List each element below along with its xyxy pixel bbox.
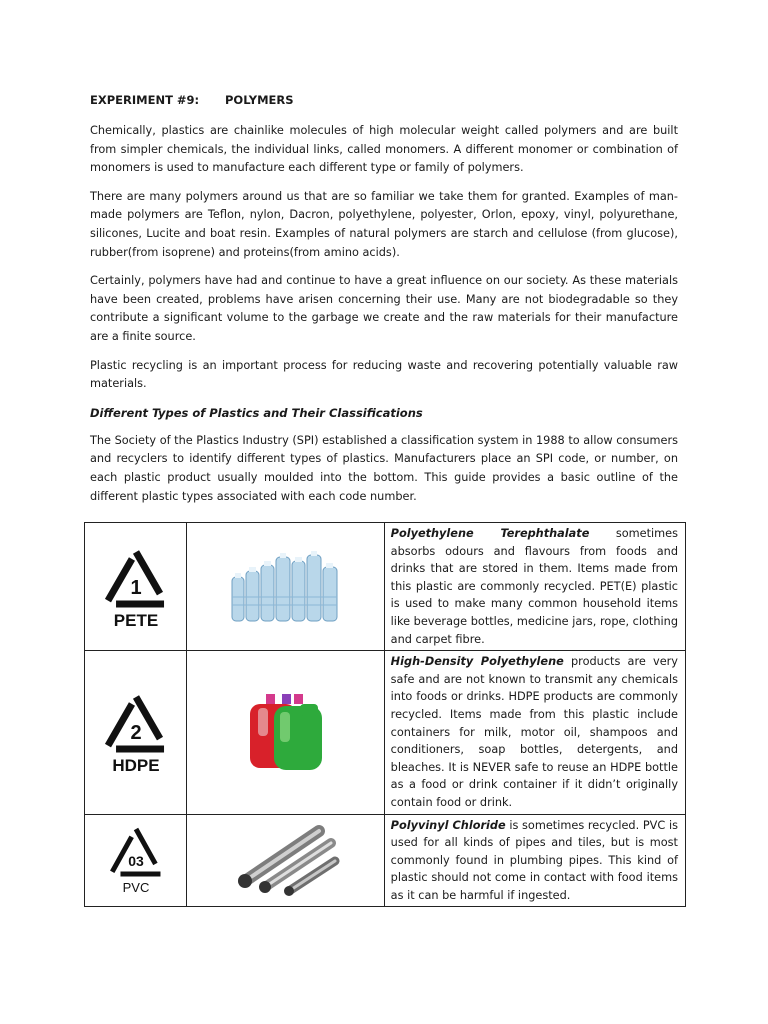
image-cell xyxy=(187,523,384,651)
description-cell xyxy=(384,651,685,814)
svg-text:PVC: PVC xyxy=(122,880,150,896)
symbol-cell xyxy=(85,523,187,651)
plastic-description: sometimes absorbs odours and flavours from foods and drinks that are stored in them. Items made from this plastic are commonly recycled. PET(E) plastic is used to make many common household items like beverage bottles, medicine jars, rope, clothing and carpet fibre. xyxy=(390,527,678,646)
experiment-heading xyxy=(90,93,678,109)
svg-text:PETE: PETE xyxy=(113,610,158,628)
paragraph-spi-intro: The Society of the Plastics Industry (SPI) established a classification system in 1988 to allow consumers and recyclers to identify different types of plastics. Manufacturers place an SPI code, or number, on each plastic product usually moulded into the bottom. This guide provides a basic outline of the different plastic types associated with each code number. xyxy=(90,433,679,503)
paragraph-recycling: Plastic recycling is an important process for reducing waste and recovering potentially valuable raw materials. xyxy=(90,358,678,391)
description-cell xyxy=(384,814,685,907)
water-bottles-image xyxy=(226,547,346,627)
svg-text:03: 03 xyxy=(127,853,144,870)
section-subheading: Different Types of Plastics and Their Classifications xyxy=(90,405,423,420)
paragraph-examples: There are many polymers around us that are so familiar we take them for granted. Examples of man-made polymers are Teflon, nylon, Dacron, polyethylene, polyester, Orlon, epoxy, vinyl, polyurethane, silicones, Lucite and boat resin. Examples of natural polymers are starch and cellulose (from glucose), rubber(from isoprene) and proteins(from amino acids). xyxy=(90,189,678,259)
description-cell xyxy=(384,523,685,651)
pvc-pipes-image xyxy=(231,821,341,899)
hdpe-containers-image xyxy=(236,690,336,774)
paragraph-chemically: Chemically, plastics are chainlike molecules of high molecular weight called polymers and are built from simpler chemicals, the individual links, called monomers. A different monomer or combination of monomers is used to manufacture each different type or family of polymers. xyxy=(90,124,678,175)
experiment-title: POLYMERS xyxy=(225,93,294,107)
image-cell xyxy=(187,814,384,907)
svg-text:1: 1 xyxy=(130,576,142,599)
recycle-1-icon xyxy=(96,546,176,628)
paragraph-influence: Certainly, polymers have had and continue to have a great influence on our society. As these materials have been created, problems have arisen concerning their use. Many are not biodegradable so they contribute a significant volume to the garbage we create and the raw materials for their manufacture are a finite source. xyxy=(90,274,678,343)
svg-text:2: 2 xyxy=(130,722,142,745)
recycle-2-icon xyxy=(96,691,176,773)
symbol-cell xyxy=(85,651,187,814)
recycle-3-icon xyxy=(101,824,171,896)
experiment-number: EXPERIMENT #9: xyxy=(90,93,200,107)
table-row xyxy=(85,651,686,814)
svg-text:HDPE: HDPE xyxy=(112,756,160,774)
plastic-description: is sometimes recycled. PVC is used for all kinds of pipes and tiles, but is most commonly found in plumbing pipes. This kind of plastic should not come in contact with food items as it can be harmful if ingested. xyxy=(390,818,678,902)
document-body xyxy=(90,93,678,516)
plastics-table xyxy=(84,522,686,907)
plastic-name: High-Density Polyethylene xyxy=(390,655,564,669)
image-cell xyxy=(187,651,384,814)
plastic-description: products are very safe and are not known to transmit any chemicals into foods or drinks. HDPE products are commonly recycled. Items made from this plastic include containers for milk, motor oil, shampoos and conditioners, soap bottles, detergents, and bleaches. It is NEVER safe to reuse an HDPE bottle as a food or drink container if it didn’t originally contain food or drink. xyxy=(390,655,678,809)
table-row xyxy=(85,814,686,907)
plastic-name: Polyvinyl Chloride xyxy=(390,818,506,832)
plastic-name: Polyethylene Terephthalate xyxy=(390,527,590,540)
symbol-cell xyxy=(85,814,187,907)
table-row xyxy=(85,523,686,651)
